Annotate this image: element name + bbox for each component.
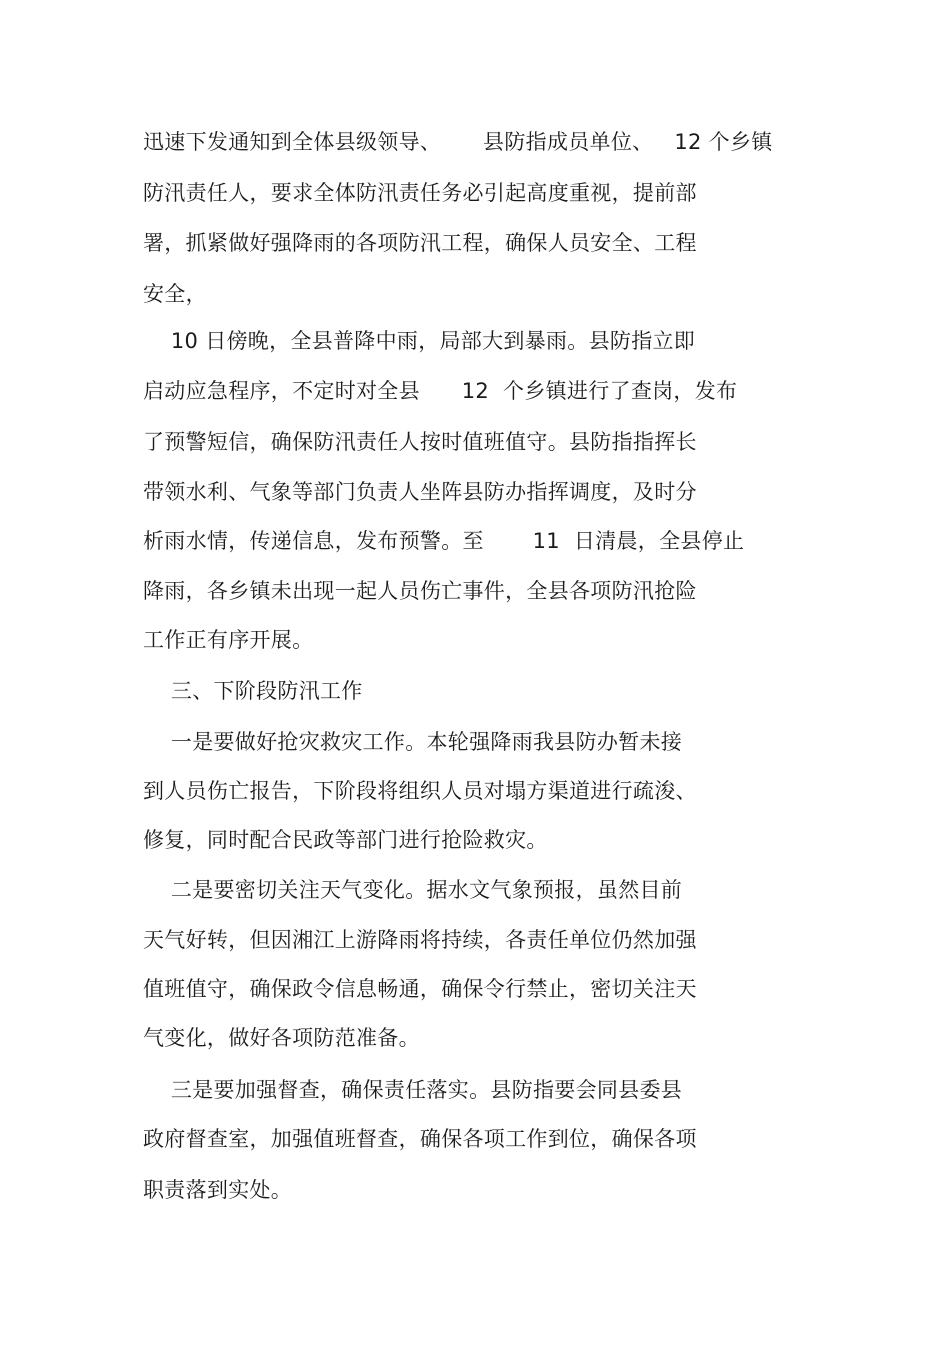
text-line: 政府督查室，加强值班督查，确保各项工作到位，确保各项 [143,1127,697,1151]
text-line: 二是要密切关注天气变化。据水文气象预报，虽然目前 [143,878,683,902]
section-heading: 三、下阶段防汛工作 [143,679,363,703]
text-line: 三是要加强督查，确保责任落实。县防指要会同县委县 [143,1078,683,1102]
text-line: 一是要做好抢灾救灾工作。本轮强降雨我县防办暂未接 [143,730,683,754]
text-line: 气变化，做好各项防范准备。 [143,1026,420,1050]
text-line: 了预警短信，确保防汛责任人按时值班值守。县防指指挥长 [143,430,697,454]
text-line: 天气好转，但因湘江上游降雨将持续，各责任单位仍然加强 [143,928,697,952]
text-line: 迅速下发通知到全体县级领导、 县防指成员单位、 12 个乡镇 [143,130,773,154]
text-line: 职责落到实处。 [143,1178,293,1202]
text-line: 析雨水情，传递信息，发布预警。至 11 日清晨，全县停止 [143,529,745,553]
text-line: 降雨，各乡镇未出现一起人员伤亡事件，全县各项防汛抢险 [143,579,697,603]
text-line: 启动应急程序，不定时对全县 12 个乡镇进行了查岗，发布 [143,379,738,403]
text-line: 署，抓紧做好强降雨的各项防汛工程，确保人员安全、工程 [143,231,697,255]
text-line: 到人员伤亡报告，下阶段将组织人员对塌方渠道进行疏浚、 [143,779,697,803]
text-line: 带领水利、气象等部门负责人坐阵县防办指挥调度，及时分 [143,480,697,504]
text-line: 修复，同时配合民政等部门进行抢险救灾。 [143,828,548,852]
text-line: 值班值守，确保政令信息畅通，确保令行禁止，密切关注天 [143,977,697,1001]
text-line: 工作正有序开展。 [143,628,314,652]
text-line: 10 日傍晚，全县普降中雨，局部大到暴雨。县防指立即 [143,329,696,353]
text-line: 安全， [143,282,207,306]
text-line: 防汛责任人，要求全体防汛责任务必引起高度重视，提前部 [143,181,697,205]
